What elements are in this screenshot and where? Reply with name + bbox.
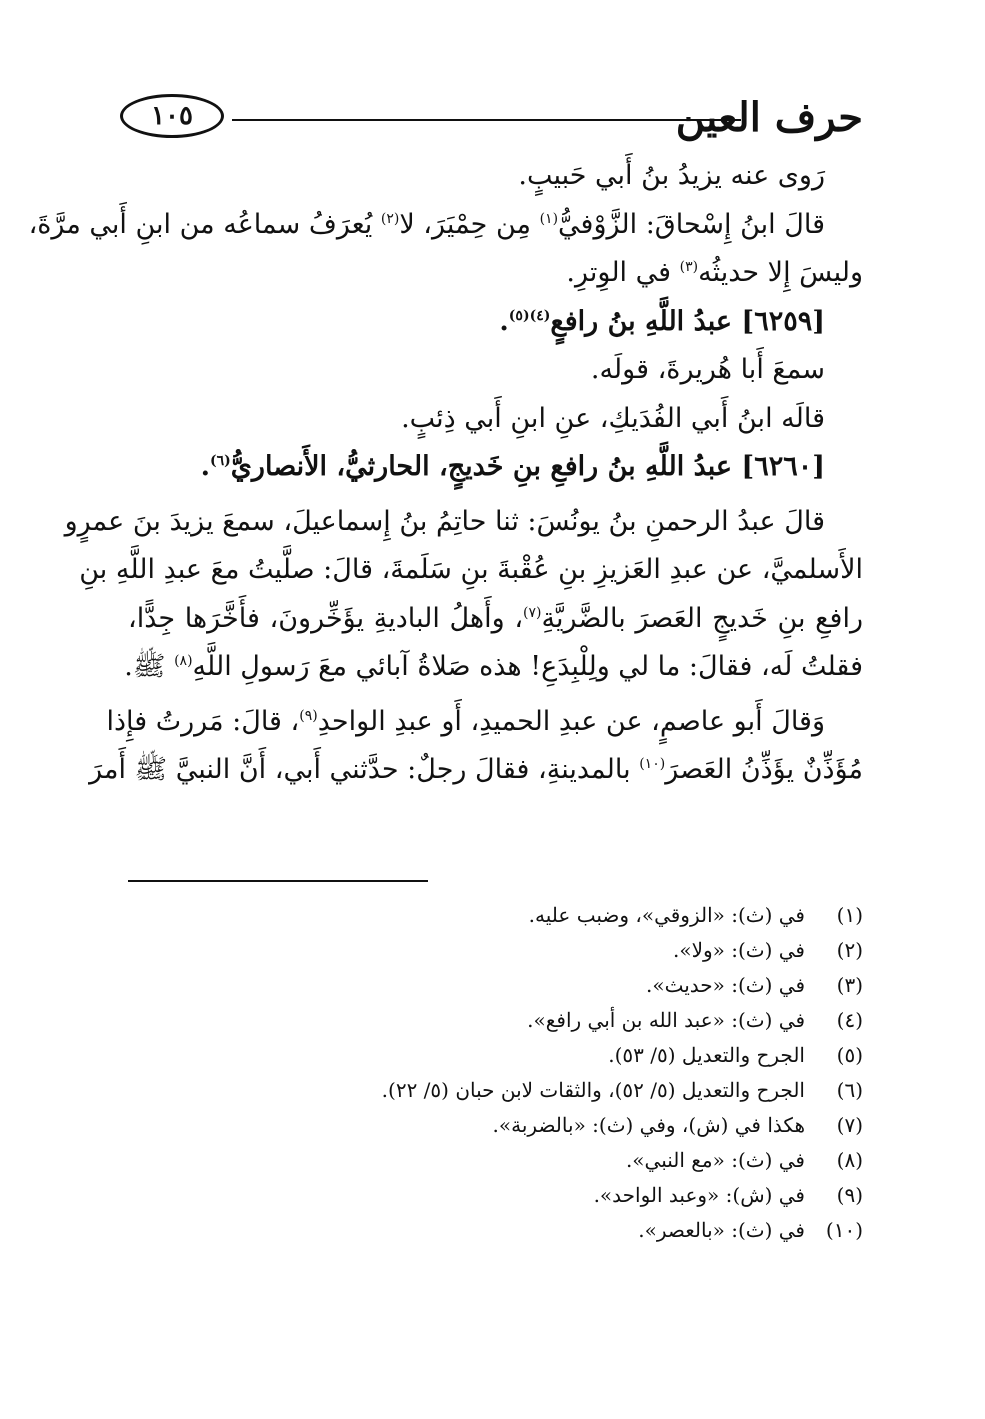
footnote-ref[interactable]: (٣): [679, 259, 699, 275]
footnote-ref[interactable]: (٦): [210, 453, 231, 469]
text-line: قالَ ابنُ إِسْحاقَ: الزَّوْفيُّ$^{(١)}$ مِن حِمْيَرَ، لا$^{(٢)}$ يُعرَفُ سماعُه من ابنِ أَبي مرَّةَ،: [28, 208, 825, 240]
text-line: وَقالَ أَبو عاصمٍ، عن عبدِ الحميدِ، أَو عبدِ الواحدِ$^{(٩)}$، قالَ: مَررتُ فإِذا: [106, 705, 825, 737]
footnote: (١)في (ث): «الزوقي»، وضبب عليه.: [528, 903, 863, 927]
text-line: قالَ عبدُ الرحمنِ بنُ يونُسَ: ثنا حاتِمُ بنُ إِسماعيلَ، سمعَ يزيدَ بنَ عمرٍو: [64, 505, 825, 537]
text-line: رافعِ بنِ خَديجٍ العَصرَ بالضَّريَّةِ$^{(٧)}$، وأَهلُ الباديةِ يؤَخِّرونَ، فأَخَّرَها جِدًّا،: [128, 602, 863, 634]
footnote-ref[interactable]: (٨): [174, 653, 193, 669]
footnote-ref[interactable]: (١٠): [639, 756, 666, 772]
footnote-separator: [128, 880, 428, 882]
text-line: وليسَ إِلا حديثُه$^{(٣)}$ في الوِترِ.: [566, 257, 863, 288]
text-line: سمعَ أَبا هُريرةَ، قولَه.: [590, 354, 825, 385]
footnote: (٧)هكذا في (ش)، وفي (ث): «بالضربة».: [492, 1113, 863, 1137]
entry-heading: [٦٢٦٠] عبدُ اللَّهِ بنُ رافعِ بنِ خَديجٍ، الحارثيُّ، الأَنصاريُّ$^{(٦)}$.: [200, 451, 825, 482]
footnote: (٢)في (ث): «ولا».: [672, 938, 863, 962]
text-line: رَوى عنه يزيدُ بنُ أَبي حَبيبٍ.: [518, 160, 825, 191]
page-number: ١٠٥: [151, 101, 193, 131]
main-text: [28, 152, 863, 795]
text-line: فقلتُ لَه، فقالَ: ما لي ولِلْبِدَعِ! هذه صَلاةُ آبائي معَ رَسولِ اللَّهِ$^{(٨)}$ ﷺ.: [124, 651, 863, 682]
footnotes: [128, 898, 863, 1248]
footnote-ref[interactable]: (٢): [380, 210, 400, 227]
footnote: (٩)في (ش): «وعبد الواحد».: [593, 1183, 863, 1207]
footnote: (٨)في (ث): «مع النبي».: [625, 1148, 863, 1172]
footnote: (١٠)في (ث): «بالعصر».: [638, 1218, 863, 1242]
footnote-ref[interactable]: (٤)(٥): [508, 307, 551, 324]
header-rule: [232, 119, 741, 121]
footnote-ref[interactable]: (٩): [299, 707, 318, 724]
footnote: (٥)الجرح والتعديل (٥/ ٥٣).: [608, 1043, 863, 1067]
entry-heading: [٦٢٥٩] عبدُ اللَّهِ بنُ رافعٍ$^{(٤)(٥)}$.: [499, 305, 825, 337]
text-line: الأَسلميَّ، عن عبدِ العَزيزِ بنِ عُقْبةَ بنِ سَلَمةَ، قالَ: صلَّيتُ معَ عبدِ اللَّهِ بنِ: [79, 554, 863, 585]
page-number-badge: [120, 94, 224, 138]
page-header: [120, 88, 863, 148]
footnote: (٣)في (ث): «حديث».: [645, 973, 863, 997]
text-line: قالَه ابنُ أَبي الفُدَيكِ، عنِ ابنِ أَبي ذِئبٍ.: [401, 402, 825, 434]
chapter-title: حرف العين: [675, 94, 863, 141]
footnote-ref[interactable]: (٧): [523, 604, 542, 621]
footnote-ref[interactable]: (١): [539, 210, 559, 227]
text-line: مُؤَذِّنٌ يؤَذِّنُ العَصرَ$^{(١٠)}$ بالمدينةِ، فقالَ رجلٌ: حدَّثني أَبي، أَنَّ النبيَّ ﷺ أَمرَ: [89, 754, 863, 785]
footnote: (٦)الجرح والتعديل (٥/ ٥٢)، والثقات لابن حبان (٥/ ٢٢).: [381, 1078, 863, 1102]
footnote: (٤)في (ث): «عبد الله بن أبي رافع».: [527, 1008, 863, 1032]
